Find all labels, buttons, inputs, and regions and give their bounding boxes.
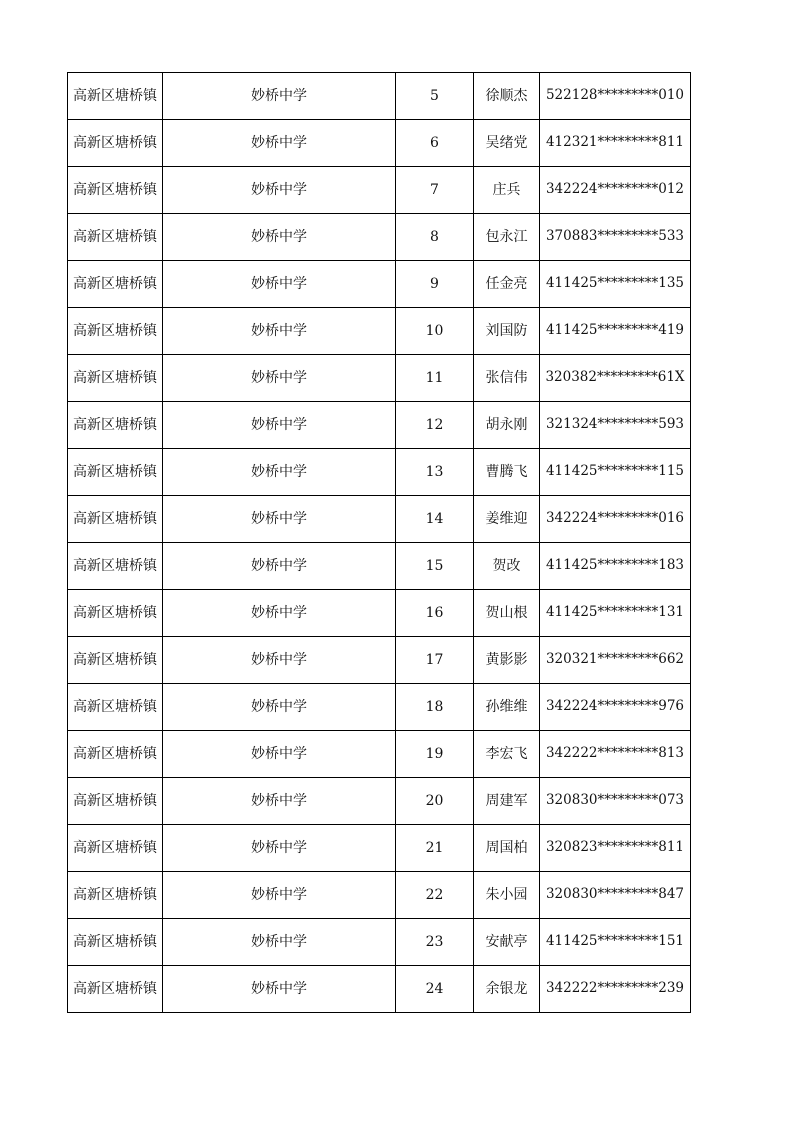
district-cell: 高新区塘桥镇 (68, 261, 163, 308)
id-number-cell: 342224*********976 (540, 684, 691, 731)
id-number-cell: 370883*********533 (540, 214, 691, 261)
table-row (68, 825, 691, 872)
teacher-name-cell: 刘国防 (474, 308, 540, 355)
district-cell: 高新区塘桥镇 (68, 731, 163, 778)
serial-number-cell: 21 (396, 825, 474, 872)
serial-number-cell: 24 (396, 966, 474, 1013)
teacher-name-cell: 曹腾飞 (474, 449, 540, 496)
id-number-cell: 411425*********419 (540, 308, 691, 355)
school-cell: 妙桥中学 (163, 261, 396, 308)
serial-number-cell: 7 (396, 167, 474, 214)
id-number-cell: 321324*********593 (540, 402, 691, 449)
table-row (68, 167, 691, 214)
school-cell: 妙桥中学 (163, 496, 396, 543)
district-cell: 高新区塘桥镇 (68, 778, 163, 825)
teacher-name-cell: 黄影影 (474, 637, 540, 684)
serial-number-cell: 17 (396, 637, 474, 684)
teacher-name-cell: 孙维维 (474, 684, 540, 731)
district-cell: 高新区塘桥镇 (68, 167, 163, 214)
school-cell: 妙桥中学 (163, 919, 396, 966)
serial-number-cell: 9 (396, 261, 474, 308)
school-cell: 妙桥中学 (163, 120, 396, 167)
id-number-cell: 342224*********012 (540, 167, 691, 214)
serial-number-cell: 22 (396, 872, 474, 919)
school-cell: 妙桥中学 (163, 543, 396, 590)
id-number-cell: 411425*********151 (540, 919, 691, 966)
district-cell: 高新区塘桥镇 (68, 308, 163, 355)
id-number-cell: 342222*********239 (540, 966, 691, 1013)
serial-number-cell: 5 (396, 73, 474, 120)
id-number-cell: 320321*********662 (540, 637, 691, 684)
teacher-name-cell: 包永江 (474, 214, 540, 261)
serial-number-cell: 23 (396, 919, 474, 966)
school-cell: 妙桥中学 (163, 214, 396, 261)
district-cell: 高新区塘桥镇 (68, 825, 163, 872)
district-cell: 高新区塘桥镇 (68, 355, 163, 402)
district-cell: 高新区塘桥镇 (68, 966, 163, 1013)
school-cell: 妙桥中学 (163, 966, 396, 1013)
id-number-cell: 342224*********016 (540, 496, 691, 543)
serial-number-cell: 10 (396, 308, 474, 355)
id-number-cell: 320823*********811 (540, 825, 691, 872)
id-number-cell: 320382*********61X (540, 355, 691, 402)
table-row (68, 261, 691, 308)
roster-body (68, 73, 691, 1013)
district-cell: 高新区塘桥镇 (68, 872, 163, 919)
school-cell: 妙桥中学 (163, 355, 396, 402)
school-cell: 妙桥中学 (163, 684, 396, 731)
teacher-name-cell: 贺山根 (474, 590, 540, 637)
table-row (68, 966, 691, 1013)
table-row (68, 308, 691, 355)
serial-number-cell: 16 (396, 590, 474, 637)
district-cell: 高新区塘桥镇 (68, 919, 163, 966)
district-cell: 高新区塘桥镇 (68, 684, 163, 731)
serial-number-cell: 12 (396, 402, 474, 449)
teacher-name-cell: 任金亮 (474, 261, 540, 308)
table-row (68, 543, 691, 590)
teacher-name-cell: 周国柏 (474, 825, 540, 872)
school-cell: 妙桥中学 (163, 402, 396, 449)
district-cell: 高新区塘桥镇 (68, 543, 163, 590)
table-row (68, 355, 691, 402)
teacher-name-cell: 姜维迎 (474, 496, 540, 543)
school-cell: 妙桥中学 (163, 449, 396, 496)
teacher-name-cell: 李宏飞 (474, 731, 540, 778)
table-row (68, 590, 691, 637)
school-cell: 妙桥中学 (163, 825, 396, 872)
id-number-cell: 320830*********847 (540, 872, 691, 919)
roster-table (67, 72, 691, 1013)
district-cell: 高新区塘桥镇 (68, 214, 163, 261)
teacher-name-cell: 周建军 (474, 778, 540, 825)
district-cell: 高新区塘桥镇 (68, 637, 163, 684)
id-number-cell: 411425*********131 (540, 590, 691, 637)
teacher-name-cell: 安献亭 (474, 919, 540, 966)
teacher-name-cell: 朱小园 (474, 872, 540, 919)
school-cell: 妙桥中学 (163, 308, 396, 355)
table-row (68, 637, 691, 684)
table-row (68, 73, 691, 120)
teacher-name-cell: 胡永刚 (474, 402, 540, 449)
table-row (68, 449, 691, 496)
school-cell: 妙桥中学 (163, 637, 396, 684)
table-row (68, 919, 691, 966)
id-number-cell: 411425*********183 (540, 543, 691, 590)
teacher-name-cell: 庄兵 (474, 167, 540, 214)
table-row (68, 496, 691, 543)
district-cell: 高新区塘桥镇 (68, 496, 163, 543)
teacher-name-cell: 贺改 (474, 543, 540, 590)
table-row (68, 214, 691, 261)
district-cell: 高新区塘桥镇 (68, 402, 163, 449)
id-number-cell: 411425*********135 (540, 261, 691, 308)
id-number-cell: 411425*********115 (540, 449, 691, 496)
id-number-cell: 342222*********813 (540, 731, 691, 778)
school-cell: 妙桥中学 (163, 73, 396, 120)
school-cell: 妙桥中学 (163, 731, 396, 778)
serial-number-cell: 11 (396, 355, 474, 402)
table-row (68, 684, 691, 731)
district-cell: 高新区塘桥镇 (68, 120, 163, 167)
table-row (68, 778, 691, 825)
table-row (68, 872, 691, 919)
id-number-cell: 320830*********073 (540, 778, 691, 825)
id-number-cell: 522128*********010 (540, 73, 691, 120)
district-cell: 高新区塘桥镇 (68, 449, 163, 496)
id-number-cell: 412321*********811 (540, 120, 691, 167)
teacher-name-cell: 吴绪党 (474, 120, 540, 167)
teacher-name-cell: 徐顺杰 (474, 73, 540, 120)
table-row (68, 731, 691, 778)
school-cell: 妙桥中学 (163, 590, 396, 637)
district-cell: 高新区塘桥镇 (68, 73, 163, 120)
serial-number-cell: 20 (396, 778, 474, 825)
serial-number-cell: 8 (396, 214, 474, 261)
table-row (68, 120, 691, 167)
teacher-name-cell: 余银龙 (474, 966, 540, 1013)
teacher-name-cell: 张信伟 (474, 355, 540, 402)
serial-number-cell: 19 (396, 731, 474, 778)
serial-number-cell: 6 (396, 120, 474, 167)
serial-number-cell: 13 (396, 449, 474, 496)
serial-number-cell: 18 (396, 684, 474, 731)
school-cell: 妙桥中学 (163, 872, 396, 919)
district-cell: 高新区塘桥镇 (68, 590, 163, 637)
school-cell: 妙桥中学 (163, 167, 396, 214)
table-row (68, 402, 691, 449)
school-cell: 妙桥中学 (163, 778, 396, 825)
serial-number-cell: 14 (396, 496, 474, 543)
serial-number-cell: 15 (396, 543, 474, 590)
